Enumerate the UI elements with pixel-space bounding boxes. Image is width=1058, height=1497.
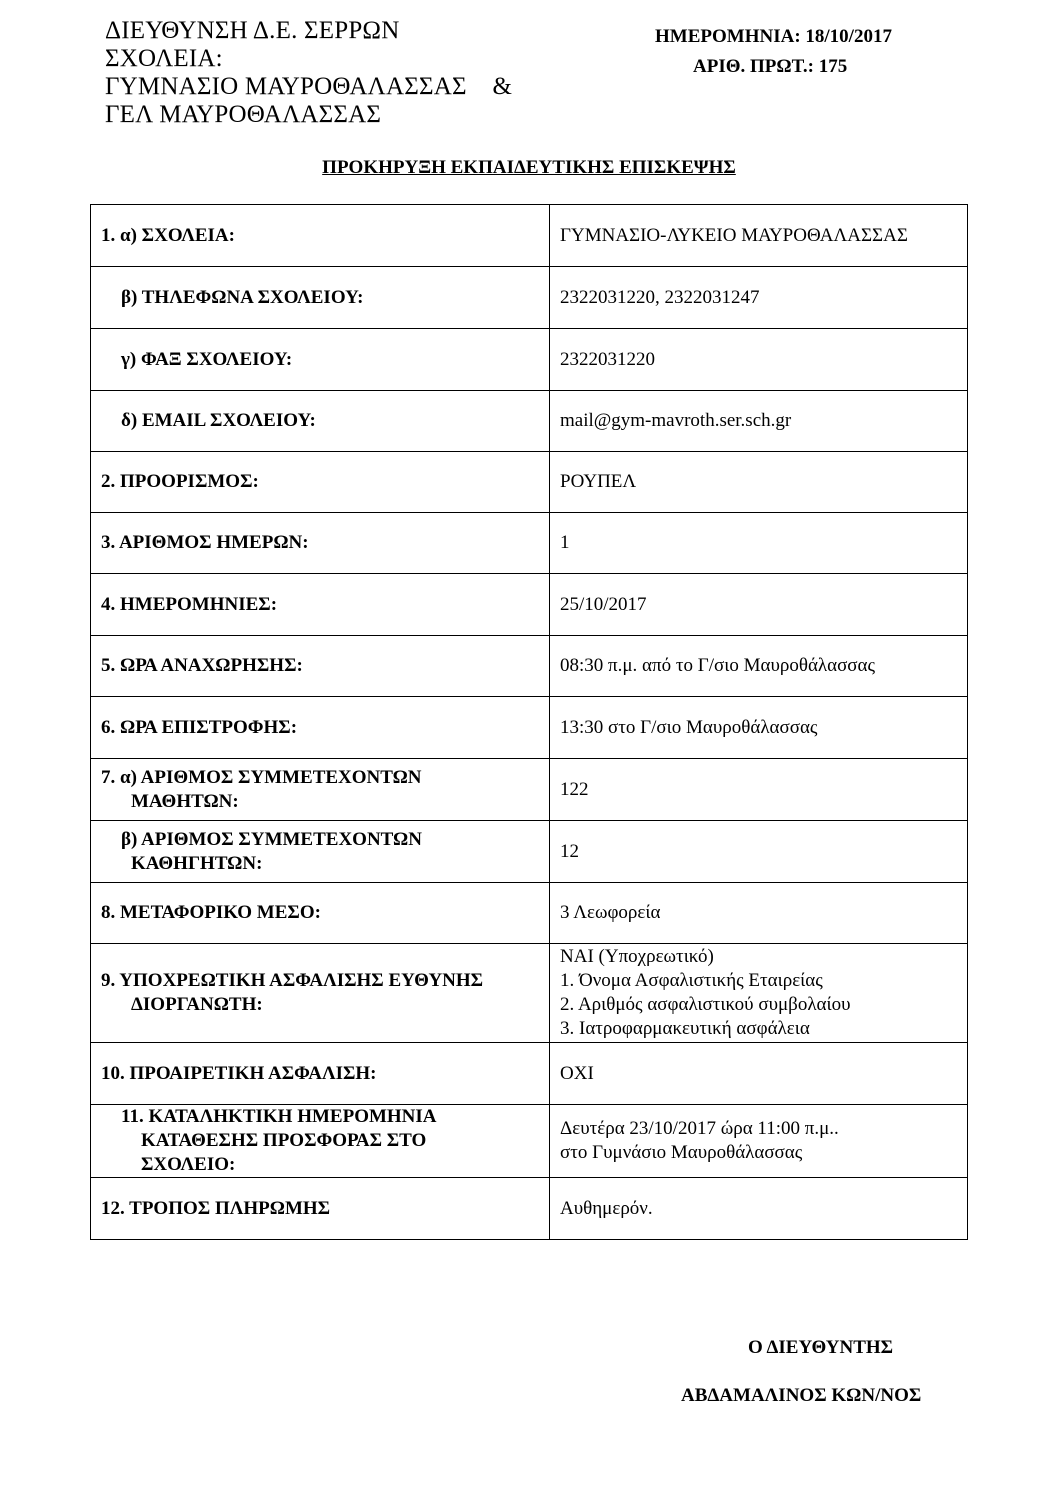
table-row xyxy=(91,697,968,759)
row-value: Δευτέρα 23/10/2017 ώρα 11:00 π.μ.. στο Γυμνάσιο Μαυροθάλασσας xyxy=(550,1105,968,1178)
table-row xyxy=(91,574,968,636)
table-row xyxy=(91,267,968,329)
sender-line: ΔΙΕΥΘΥΝΣΗ Δ.Ε. ΣΕΡΡΩΝ xyxy=(105,17,400,44)
row-value: 08:30 π.μ. από το Γ/σιο Μαυροθάλασσας xyxy=(550,636,968,697)
row-value: Αυθημερόν. xyxy=(550,1178,968,1240)
document-date: ΗΜΕΡΟΜΗΝΙΑ: 18/10/2017 xyxy=(655,26,892,47)
table-row xyxy=(91,391,968,452)
row-label: 5. ΩΡΑ ΑΝΑΧΩΡΗΣΗΣ: xyxy=(91,636,550,697)
row-value: 3 Λεωφορεία xyxy=(550,883,968,944)
row-label: 9. ΥΠΟΧΡΕΩΤΙΚΗ ΑΣΦΑΛΙΣΗΣ ΕΥΘΥΝΗΣ ΔΙΟΡΓΑΝΩΤΗ: xyxy=(91,944,550,1043)
sender-line: ΓΥΜΝΑΣΙΟ ΜΑΥΡΟΘΑΛΑΣΣΑΣ & xyxy=(105,73,513,100)
document-title: ΠΡΟΚΗΡΥΞΗ ΕΚΠΑΙΔΕΥΤΙΚΗΣ ΕΠΙΣΚΕΨΗΣ xyxy=(322,157,736,178)
row-label: 3. ΑΡΙΘΜΟΣ ΗΜΕΡΩΝ: xyxy=(91,513,550,574)
table-row xyxy=(91,1178,968,1240)
signatory-name: ΑΒΔΑΜΑΛΙΝΟΣ ΚΩΝ/ΝΟΣ xyxy=(681,1385,922,1406)
table-row xyxy=(91,759,968,821)
table-row xyxy=(91,636,968,697)
row-label: 4. ΗΜΕΡΟΜΗΝΙΕΣ: xyxy=(91,574,550,636)
table-row xyxy=(91,1105,968,1178)
table-row xyxy=(91,944,968,1043)
row-label: 1. α) ΣΧΟΛΕΙΑ: xyxy=(91,205,550,267)
row-label: 10. ΠΡΟΑΙΡΕΤΙΚΗ ΑΣΦΑΛΙΣΗ: xyxy=(91,1043,550,1105)
row-value: 1 xyxy=(550,513,968,574)
row-value: 12 xyxy=(550,821,968,883)
row-label: 7. α) ΑΡΙΘΜΟΣ ΣΥΜΜΕΤΕΧΟΝΤΩΝ ΜΑΘΗΤΩΝ: xyxy=(91,759,550,821)
table-row xyxy=(91,513,968,574)
sender-line: ΣΧΟΛΕΙΑ: xyxy=(105,45,223,72)
row-value: 2322031220 xyxy=(550,329,968,391)
row-value: ΡΟΥΠΕΛ xyxy=(550,452,968,513)
row-label: δ) EMAIL ΣΧΟΛΕΙΟΥ: xyxy=(121,410,316,431)
row-value: 25/10/2017 xyxy=(550,574,968,636)
row-value: 2322031220, 2322031247 xyxy=(550,267,968,329)
row-value: 13:30 στο Γ/σιο Μαυροθάλασσας xyxy=(550,697,968,759)
row-value: ΓΥΜΝΑΣΙΟ-ΛΥΚΕΙΟ ΜΑΥΡΟΘΑΛΑΣΣΑΣ xyxy=(550,205,968,267)
table-row xyxy=(91,821,968,883)
announcement-table xyxy=(90,204,968,1240)
row-label: 12. ΤΡΟΠΟΣ ΠΛΗΡΩΜΗΣ xyxy=(91,1178,550,1240)
table-row xyxy=(91,329,968,391)
protocol-number: ΑΡΙΘ. ΠΡΩΤ.: 175 xyxy=(693,56,848,77)
table-row xyxy=(91,452,968,513)
signatory-role: Ο ΔΙΕΥΘΥΝΤΗΣ xyxy=(748,1337,894,1358)
table-row xyxy=(91,883,968,944)
row-value: ΟΧΙ xyxy=(550,1043,968,1105)
sender-line: ΓΕΛ ΜΑΥΡΟΘΑΛΑΣΣΑΣ xyxy=(105,101,382,128)
row-label: 2. ΠΡΟΟΡΙΣΜΟΣ: xyxy=(91,452,550,513)
row-value: 122 xyxy=(550,759,968,821)
row-label: 6. ΩΡΑ ΕΠΙΣΤΡΟΦΗΣ: xyxy=(91,697,550,759)
table-row xyxy=(91,1043,968,1105)
row-label: 11. ΚΑΤΑΛΗΚΤΙΚΗ ΗΜΕΡΟΜΗΝΙΑ ΚΑΤΑΘΕΣΗΣ ΠΡΟΣΦΟΡΑΣ ΣΤΟ ΣΧΟΛΕΙΟ: xyxy=(91,1105,550,1178)
row-value: mail@gym-mavroth.ser.sch.gr xyxy=(550,391,968,452)
sender-block xyxy=(105,17,512,129)
row-label: 8. ΜΕΤΑΦΟΡΙΚΟ ΜΕΣΟ: xyxy=(91,883,550,944)
row-label: β) ΤΗΛΕΦΩΝΑ ΣΧΟΛΕΙΟΥ: xyxy=(121,286,364,308)
reference-block xyxy=(655,22,892,82)
table-row xyxy=(91,205,968,267)
row-label: γ) ΦΑΞ ΣΧΟΛΕΙΟΥ: xyxy=(121,348,293,370)
row-value: ΝΑΙ (Υποχρεωτικό) 1. Όνομα Ασφαλιστικής Εταιρείας 2. Αριθμός ασφαλιστικού συμβολαίου 3. Ιατροφαρμακευτική ασφάλεια xyxy=(550,944,968,1043)
row-label: β) ΑΡΙΘΜΟΣ ΣΥΜΜΕΤΕΧΟΝΤΩΝ ΚΑΘΗΓΗΤΩΝ: xyxy=(91,821,550,883)
